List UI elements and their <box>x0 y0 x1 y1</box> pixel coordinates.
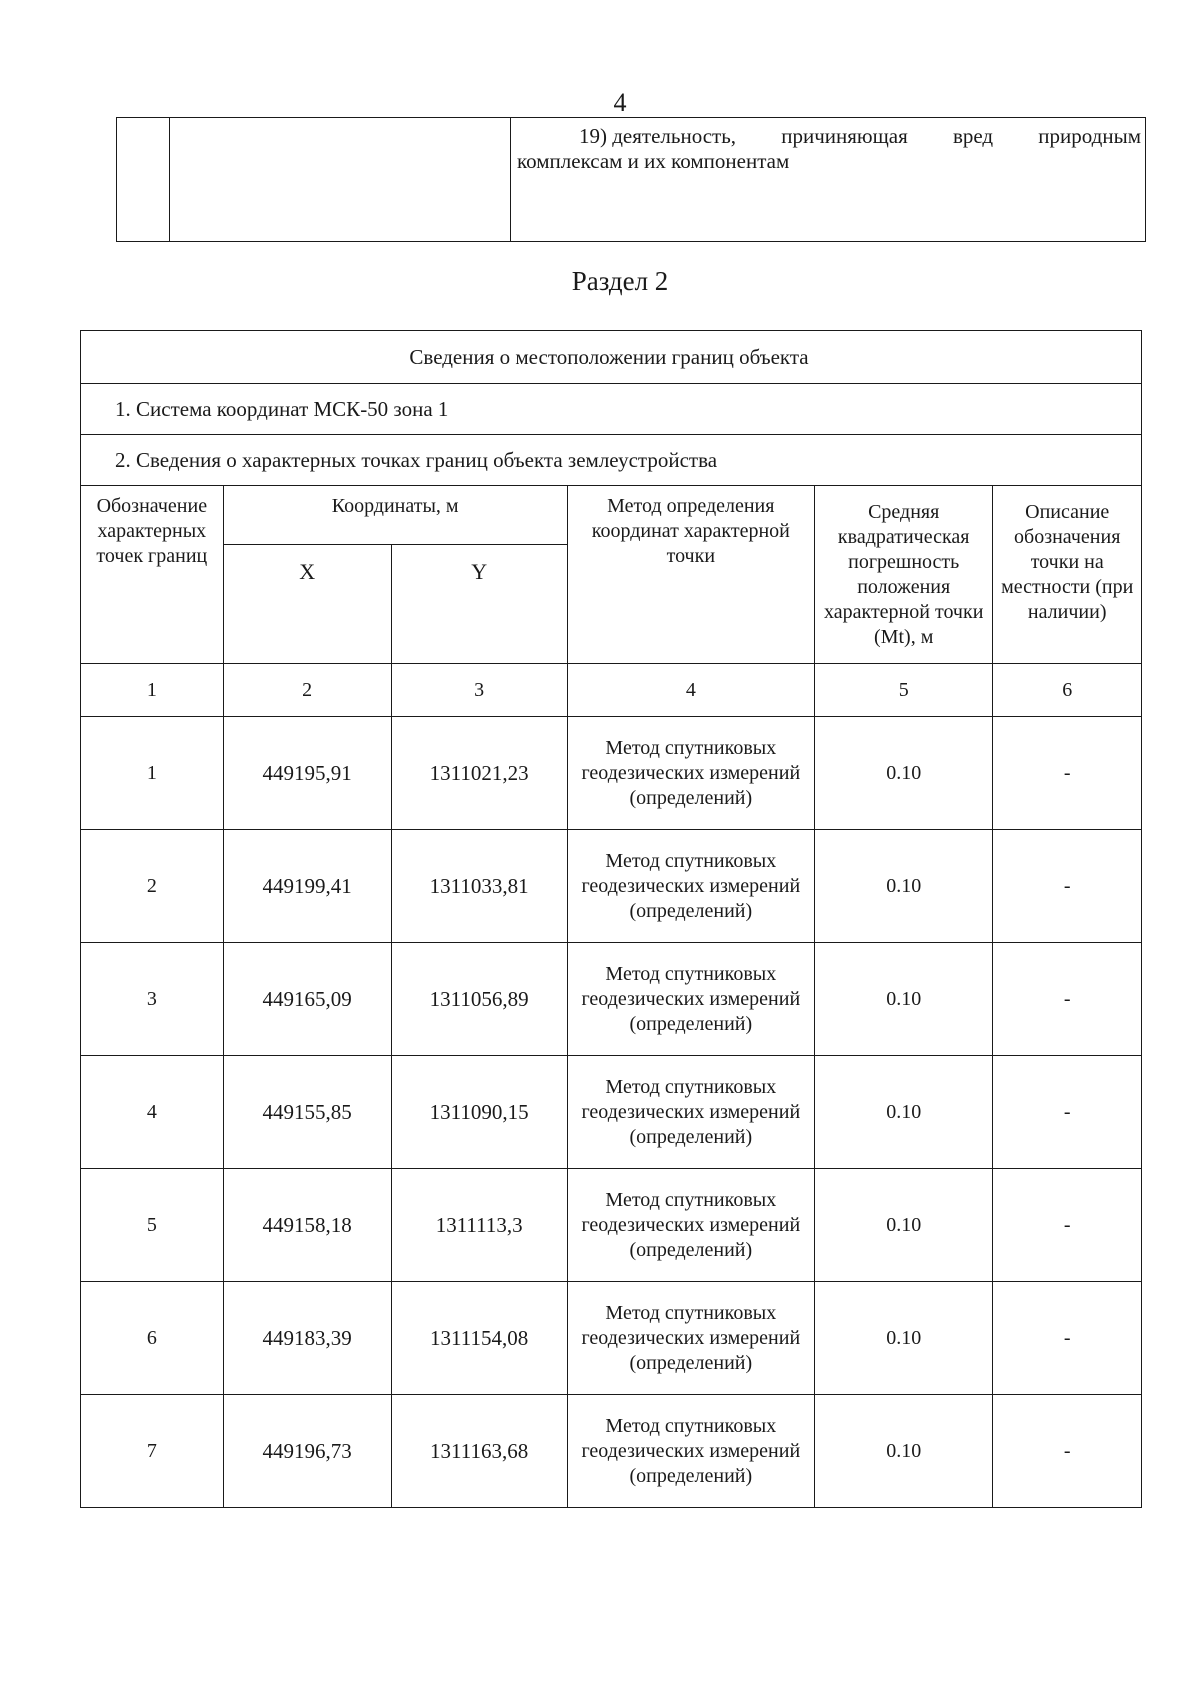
continuation-cell-item <box>511 118 1146 242</box>
accuracy: 0.10 <box>814 717 992 830</box>
header-designation: Обозначение характерных точек границ <box>81 486 224 664</box>
header-method: Метод определения координат характерной точки <box>567 486 814 664</box>
point-number: 1 <box>81 717 224 830</box>
item-word: вред <box>952 124 994 148</box>
table-row <box>81 1056 1142 1169</box>
item-word: 19) деятельность, <box>579 124 737 148</box>
method: Метод спутниковых геодезических измерений (определений) <box>567 717 814 830</box>
table-row <box>81 717 1142 830</box>
header-y: Y <box>391 545 567 664</box>
description: - <box>993 1056 1142 1169</box>
column-number: 3 <box>391 664 567 717</box>
accuracy: 0.10 <box>814 1282 992 1395</box>
points-info: 2. Сведения о характерных точках границ объекта землеустройства <box>81 435 1142 486</box>
accuracy: 0.10 <box>814 943 992 1056</box>
description: - <box>993 1169 1142 1282</box>
description: - <box>993 1395 1142 1508</box>
section-title: Раздел 2 <box>571 266 669 296</box>
column-number: 1 <box>81 664 224 717</box>
accuracy: 0.10 <box>814 1169 992 1282</box>
accuracy: 0.10 <box>814 830 992 943</box>
point-number: 3 <box>81 943 224 1056</box>
column-number: 4 <box>567 664 814 717</box>
coord-system: 1. Система координат МСК-50 зона 1 <box>81 384 1142 435</box>
accuracy: 0.10 <box>814 1056 992 1169</box>
coord-x: 449195,91 <box>223 717 391 830</box>
table-row <box>81 830 1142 943</box>
continuation-table <box>116 117 1146 242</box>
header-coordinates: Координаты, м <box>223 486 567 545</box>
table-row <box>81 1169 1142 1282</box>
method: Метод спутниковых геодезических измерений (определений) <box>567 1169 814 1282</box>
coord-x: 449158,18 <box>223 1169 391 1282</box>
item-word: природным <box>1038 124 1141 148</box>
coord-y: 1311090,15 <box>391 1056 567 1169</box>
table-row <box>81 1282 1142 1395</box>
coord-y: 1311154,08 <box>391 1282 567 1395</box>
accuracy: 0.10 <box>814 1395 992 1508</box>
method: Метод спутниковых геодезических измерений (определений) <box>567 943 814 1056</box>
description: - <box>993 1282 1142 1395</box>
column-number: 2 <box>223 664 391 717</box>
coord-x: 449155,85 <box>223 1056 391 1169</box>
header-description: Описание обозначения точки на местности (при наличии) <box>993 486 1142 664</box>
description: - <box>993 830 1142 943</box>
method: Метод спутниковых геодезических измерений (определений) <box>567 1395 814 1508</box>
coord-x: 449199,41 <box>223 830 391 943</box>
page-number: 4 <box>613 88 627 117</box>
item-line-1 <box>517 124 1141 149</box>
continuation-cell-index <box>117 118 170 242</box>
coord-x: 449183,39 <box>223 1282 391 1395</box>
point-number: 2 <box>81 830 224 943</box>
coord-y: 1311113,3 <box>391 1169 567 1282</box>
table-title: Сведения о местоположении границ объекта <box>81 331 1142 384</box>
coord-y: 1311163,68 <box>391 1395 567 1508</box>
header-accuracy: Средняя квадратическая погрешность положения характерной точки (Mt), м <box>814 486 992 664</box>
point-number: 6 <box>81 1282 224 1395</box>
method: Метод спутниковых геодезических измерений (определений) <box>567 1056 814 1169</box>
coord-y: 1311021,23 <box>391 717 567 830</box>
table-row <box>81 1395 1142 1508</box>
point-number: 4 <box>81 1056 224 1169</box>
column-number-row <box>81 664 1142 717</box>
item-line-2: комплексам и их компонентам <box>517 149 790 173</box>
method: Метод спутниковых геодезических измерений (определений) <box>567 830 814 943</box>
coord-x: 449165,09 <box>223 943 391 1056</box>
coord-y: 1311056,89 <box>391 943 567 1056</box>
boundary-table <box>80 330 1142 1508</box>
coord-y: 1311033,81 <box>391 830 567 943</box>
point-number: 5 <box>81 1169 224 1282</box>
column-number: 6 <box>993 664 1142 717</box>
description: - <box>993 943 1142 1056</box>
coord-x: 449196,73 <box>223 1395 391 1508</box>
continuation-cell-name <box>170 118 511 242</box>
point-number: 7 <box>81 1395 224 1508</box>
method: Метод спутниковых геодезических измерений (определений) <box>567 1282 814 1395</box>
header-x: X <box>223 545 391 664</box>
item-word: причиняющая <box>781 124 908 148</box>
table-row <box>81 943 1142 1056</box>
column-number: 5 <box>814 664 992 717</box>
description: - <box>993 717 1142 830</box>
